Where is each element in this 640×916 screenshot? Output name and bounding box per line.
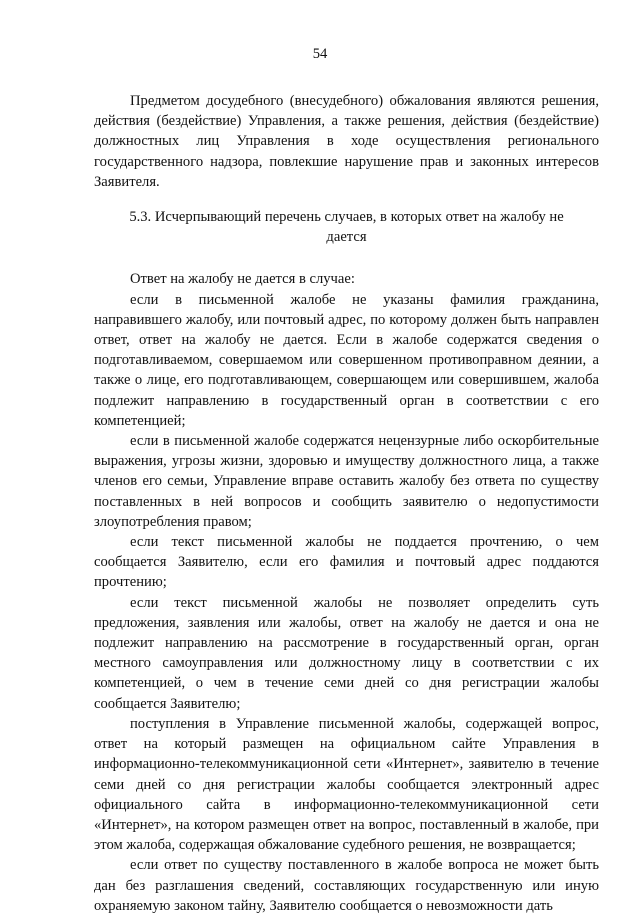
- section-heading: 5.3. Исчерпывающий перечень случаев, в которых ответ на жалобу не дается: [129, 209, 564, 246]
- section-spacer: [94, 247, 599, 269]
- paragraph-subject-of-appeal: Предметом досудебного (внесудебного) обжалования являются решения, действия (бездействие) Управления, а также решения, действия (бездействие) должностных лиц Управления в ходе осуществления регионального государственного надзора, повлекшие нарушение прав и законных интересов Заявителя.: [94, 93, 599, 190]
- paragraph-case-unreadable: если текст письменной жалобы не поддается прочтению, о чем сообщается Заявителю, если его фамилия и почтовый адрес поддаются прочтению;: [94, 534, 599, 591]
- paragraph-case-answer-online: поступления в Управление письменной жалобы, содержащей вопрос, ответ на который размещен на официальном сайте Управления в информационно-телекоммуникационной сети «Интернет», заявителю в течение семи дней со дня регистрации жалобы сообщается электронный адрес официального сайта в информационно-телекоммуникационной сети «Интернет», на котором размещен ответ на вопрос, поставленный в жалобе, при этом жалоба, содержащая обжалование судебного решения, не возвращается;: [94, 715, 599, 854]
- paragraph-intro: Ответ на жалобу не дается в случае:: [130, 271, 355, 288]
- paragraph-case-obscene: если в письменной жалобе содержатся нецензурные либо оскорбительные выражения, угрозы жизни, здоровью и имуществу должностного лица, а также членов его семьи, Управление вправе оставить жалобу без ответа по существу поставленных в ней вопросов и сообщить заявителю о недопустимости злоупотребления правом;: [94, 433, 599, 530]
- page-number: 54: [312, 46, 328, 62]
- paragraph-case-unclear-essence: если текст письменной жалобы не позволяет определить суть предложения, заявления или жалобы, ответ на жалобу не дается и она не подлежит направлению на рассмотрение в государственный орган, орган местного самоуправления или должностному лицу в соответствии с их компетенцией, о чем в течение семи дней со дня регистрации жалобы сообщается Заявителю;: [94, 594, 599, 712]
- paragraph-case-secret: если ответ по существу поставленного в жалобе вопроса не может быть дан без разглашения сведений, составляющих государственную или иную охраняемую законом тайну, Заявителю сообщается о невозможности дать: [94, 857, 599, 914]
- paragraph-case-no-name-address: если в письменной жалобе не указаны фамилия гражданина, направившего жалобу, или почтовый адрес, по которому должен быть направлен ответ, ответ на жалобу не дается. Если в жалобе содержатся сведения о подготавливаемом, совершаемом или совершенном противоправном деянии, а также о лице, его подготавливающем, совершающем или совершившем, жалоба подлежит направлению в государственный орган в соответствии с его компетенцией;: [94, 291, 599, 429]
- document-body: [94, 91, 599, 916]
